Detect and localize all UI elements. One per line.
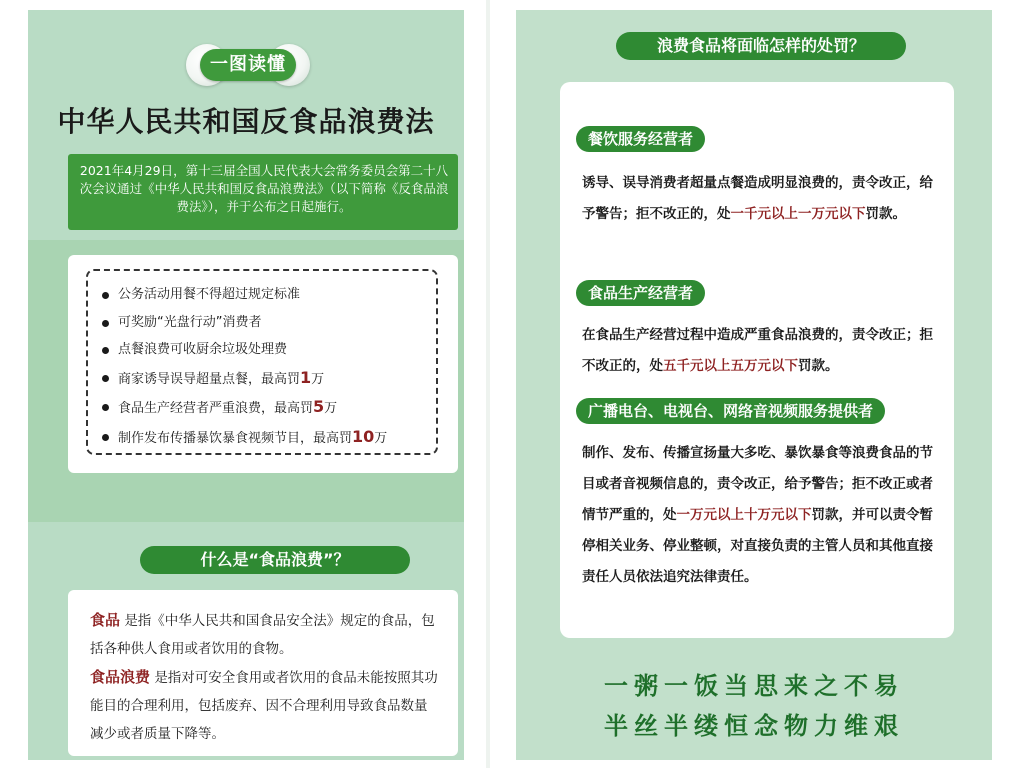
section-text-catering: 诱导、误导消费者超量点餐造成明显浪费的，责令改正，给予警告；拒不改正的，处一千元以上一万元以下罚款。 (582, 175, 933, 222)
section-text-producer: 在食品生产经营过程中造成严重食品浪费的，责令改正；拒不改正的，处五千元以上五万元以下罚款。 (582, 327, 933, 374)
term-food: 食品 (90, 611, 121, 629)
fine-range: 一千元以上一万元以下 (730, 206, 866, 222)
slogan-line-2: 半丝半缕恒念物力维艰 (604, 712, 904, 740)
fine-range: 五千元以上五万元以下 (663, 358, 798, 374)
fine-number: 1 (300, 367, 312, 387)
definition-food: 食品 是指《中华人民共和国食品安全法》规定的食品，包括各种供人食用或者饮用的食物。 (90, 611, 435, 657)
question-header: 什么是“食品浪费”？ (140, 546, 410, 574)
definition-food-waste: 食品浪费 是指对可安全食用或者饮用的食品未能按照其功能目的合理利用，包括废弃、因不合理利用导致食品数量减少或者质量下降等。 (90, 668, 438, 742)
fine-number: 10 (352, 426, 375, 446)
right-poster (516, 10, 992, 760)
section-label-catering: 餐饮服务经营者 (576, 126, 705, 152)
slogan-line-1: 一粥一饭当思来之不易 (604, 672, 904, 700)
fine-number: 5 (313, 397, 325, 416)
rule-item: 点餐浪费可收厨余垃圾处理费 (102, 336, 436, 364)
section-text-broadcaster: 制作、发布、传播宣扬量大多吃、暴饮暴食等浪费食品的节目或者音视频信息的，责令改正，给予警告；拒不改正或者情节严重的，处一万元以上十万元以下罚款，并可以责令暂停相关业务、停业整顿，对直接负责的主管人员和其他直接责任人员依法追究法律责任。 (582, 445, 933, 585)
penalty-card (560, 82, 954, 638)
law-title: 中华人民共和国反食品浪费法 (57, 105, 435, 138)
intro-text: 2021年4月29日，第十三届全国人民代表大会常务委员会第二十八次会议通过《中华人民共和国反食品浪费法》（以下简称《反食品浪费法》），并于公布之日起施行。 (79, 163, 449, 214)
badge (186, 44, 310, 86)
penalty-header: 浪费食品将面临怎样的处罚？ (616, 32, 906, 60)
panel-divider (486, 0, 490, 768)
rule-item: 食品生产经营者严重浪费，最高罚5万 (102, 393, 436, 423)
rule-item: 商家诱导误导超量点餐，最高罚1万 (102, 364, 436, 394)
rule-item: 公务活动用餐不得超过规定标准 (102, 281, 436, 309)
badge-label: 一图读懂 (200, 49, 296, 81)
intro-box (68, 154, 458, 230)
rule-item: 制作发布传播暴饮暴食视频节目，最高罚10万 (102, 423, 436, 453)
rule-item: 可奖励“光盘行动”消费者 (102, 309, 436, 337)
definition-text (90, 606, 440, 748)
fine-range: 一万元以上十万元以下 (676, 507, 812, 523)
definition-card (68, 590, 458, 756)
section-label-broadcaster: 广播电台、电视台、网络音视频服务提供者 (576, 398, 885, 424)
section-label-producer: 食品生产经营者 (576, 280, 705, 306)
rules-dashed-frame (86, 269, 438, 455)
left-poster (28, 10, 464, 760)
rules-list (88, 271, 436, 452)
term-food-waste: 食品浪费 (90, 668, 151, 686)
rules-card (68, 255, 458, 473)
